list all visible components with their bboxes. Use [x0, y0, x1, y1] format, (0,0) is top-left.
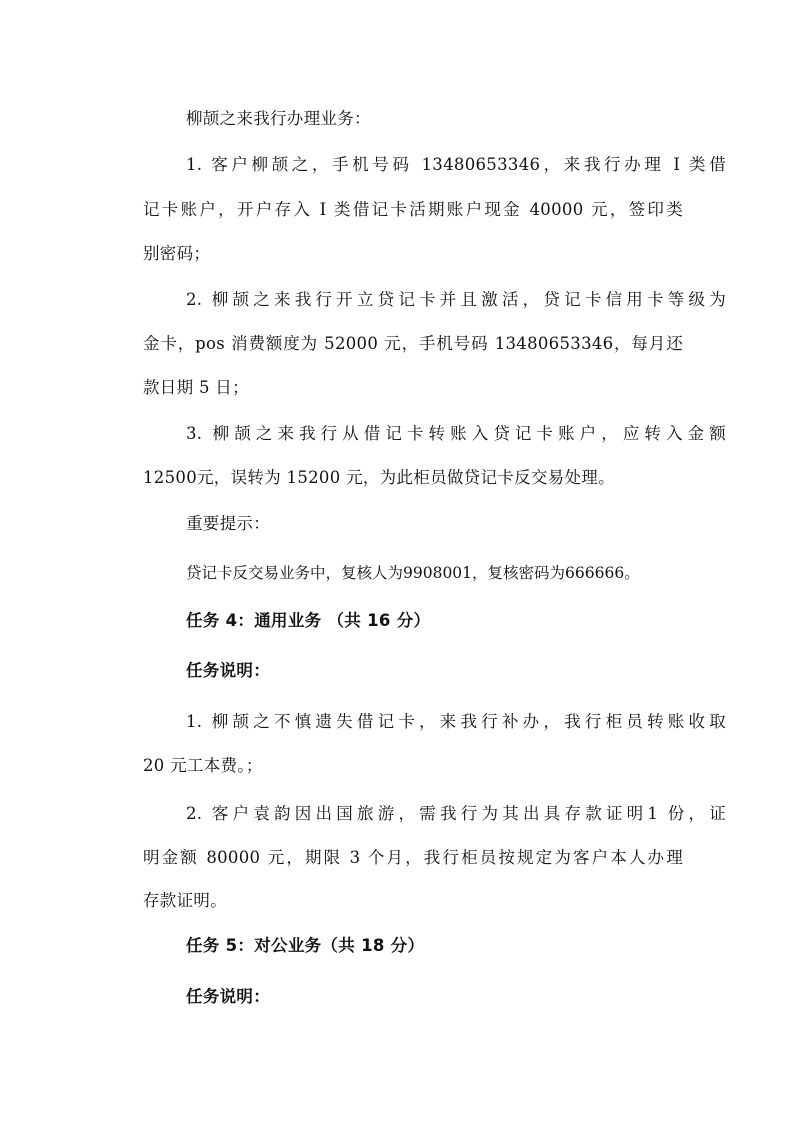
task4-desc-title: 任务说明： — [186, 661, 270, 680]
task4-item1-line1: 1. 柳颉之不慎遗失借记卡，来我行补办，我行柜员转账收取 — [186, 712, 726, 731]
item1-line2: 记卡账户，开户存入 I 类借记卡活期账户现金 40000 元，签印类 — [143, 200, 683, 219]
task4-item2-line1: 2. 客户袁韵因出国旅游，需我行为其出具存款证明1 份，证 — [186, 804, 726, 823]
task5-heading: 任务 5：对公业务（共 18 分） — [186, 936, 425, 955]
item3-line1: 3. 柳颉之来我行从借记卡转账入贷记卡账户，应转入金额 — [186, 424, 726, 443]
item1-line3: 别密码； — [143, 244, 211, 263]
item2-line2: 金卡，pos 消费额度为 52000 元，手机号码 13480653346，每月还 — [143, 334, 683, 353]
task4-item2-line3: 存款证明。 — [143, 891, 227, 910]
item3-line2: 12500元，误转为 15200 元，为此柜员做贷记卡反交易处理。 — [143, 468, 615, 487]
item2-line1: 2. 柳颉之来我行开立贷记卡并且激活，贷记卡信用卡等级为 — [186, 290, 726, 309]
task4-item2-line2: 明金额 80000 元，期限 3 个月，我行柜员按规定为客户本人办理 — [143, 848, 683, 867]
important-text: 贷记卡反交易业务中，复核人为9908001，复核密码为666666。 — [186, 564, 640, 582]
item2-line3: 款日期 5 日； — [143, 378, 249, 397]
task4-heading: 任务 4：通用业务 （共 16 分） — [186, 611, 431, 630]
task5-desc-title: 任务说明： — [186, 987, 270, 1006]
intro-line: 柳颉之来我行办理业务： — [186, 109, 371, 128]
task4-item1-line2: 20 元工本费。； — [143, 756, 263, 775]
important-title: 重要提示： — [186, 514, 270, 533]
item1-line1: 1. 客户柳颉之，手机号码 13480653346，来我行办理 I 类借 — [186, 155, 726, 174]
